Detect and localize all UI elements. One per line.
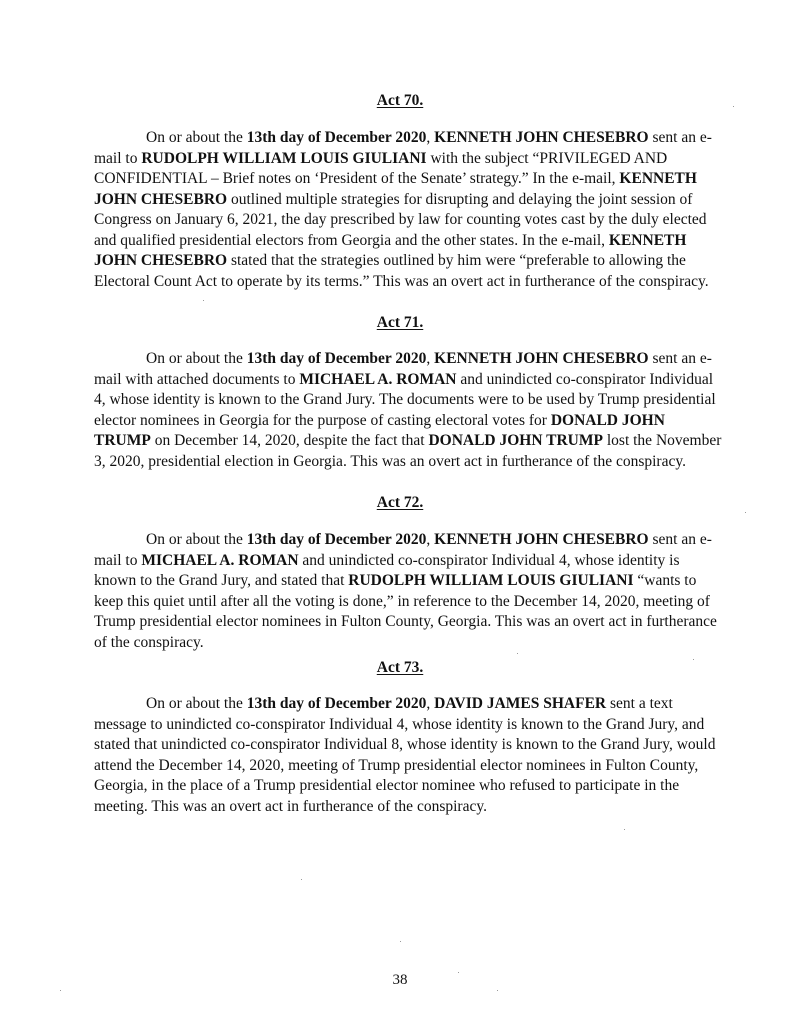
bold-text-run: KENNETH JOHN CHESEBRO <box>434 129 649 146</box>
bold-text-run: DONALD JOHN TRUMP <box>428 432 603 449</box>
page-number: 38 <box>392 972 408 988</box>
act-70-heading: Act 70. <box>376 92 424 109</box>
bold-text-run: KENNETH JOHN CHESEBRO <box>434 531 649 548</box>
text-run: sent an e-mail with attached documents to <box>94 350 712 388</box>
bold-text-run: KENNETH JOHN CHESEBRO <box>94 170 697 208</box>
text-run: On or about the <box>146 531 247 548</box>
scan-speck <box>517 653 518 654</box>
bold-text-run: KENNETH JOHN CHESEBRO <box>94 231 687 269</box>
act-70-paragraph <box>94 128 724 292</box>
bold-text-run: 13th day of December 2020 <box>246 695 427 712</box>
scan-speck <box>733 106 734 107</box>
scan-speck <box>624 829 625 830</box>
text-run: , <box>426 531 435 548</box>
text-run: and unindicted co-conspirator Individual 4, whose identity is known to the Grand Jury. The documents were to be used by Trump presidential elector nominees in Georgia for the purpose of casting electoral votes for <box>94 370 716 429</box>
text-run: and unindicted co-conspirator Individual 4, whose identity is known to the Grand Jury, and stated that <box>94 551 680 589</box>
text-run: sent a text message to unindicted co-conspirator Individual 4, whose identity is known to the Grand Jury, and stated that unindicted co-conspirator Individual 8, whose identity is known to the Grand Jury, would attend the December 14, 2020, meeting of Trump presidential elector nominees in Fulton County, Georgia, in the place of a Trump presidential elector nominee who refused to participate in the meeting. This was an overt act in furtherance of the conspiracy. <box>94 695 716 815</box>
text-run: with the subject “PRIVILEGED AND CONFIDENTIAL – Brief notes on ‘President of the Senate’ strategy.” In the e-mail, <box>94 149 668 187</box>
bold-text-run: MICHAEL A. ROMAN <box>299 370 457 388</box>
bold-text-run: 13th day of December 2020 <box>246 531 427 548</box>
text-run: sent an e-mail to <box>94 531 712 569</box>
text-run: On or about the <box>146 695 247 712</box>
scan-speck <box>60 990 61 991</box>
scan-speck <box>693 659 694 660</box>
bold-text-run: DAVID JAMES SHAFER <box>434 695 607 712</box>
act-73-heading: Act 73. <box>376 659 424 676</box>
text-run: outlined multiple strategies for disrupting and delaying the joint session of Congress on January 6, 2021, the day prescribed by law for counting votes cast by the duly elected and qualified presidential electors from Georgia and the other states. In the e-mail, <box>94 190 707 249</box>
text-run: “wants to keep this quiet until after all the voting is done,” in reference to the December 14, 2020, meeting of Trump presidential elector nominees in Fulton County, Georgia. This was an overt act in furtherance of the conspiracy. <box>94 572 717 651</box>
bold-text-run: DONALD JOHN TRUMP <box>94 411 665 449</box>
text-run: , <box>426 350 435 367</box>
bold-text-run: 13th day of December 2020 <box>246 129 427 146</box>
scan-speck <box>203 300 204 301</box>
text-run: sent an e-mail to <box>94 129 712 167</box>
act-72-heading: Act 72. <box>376 494 424 511</box>
act-71-paragraph <box>94 349 724 472</box>
text-run: stated that the strategies outlined by him were “preferable to allowing the Electoral Count Act to operate by its terms.” This was an overt act in furtherance of the conspiracy. <box>94 252 709 290</box>
text-run: , <box>426 695 435 712</box>
act-71-heading: Act 71. <box>376 314 424 331</box>
scan-speck <box>497 990 498 991</box>
text-run: on December 14, 2020, despite the fact that <box>150 432 429 449</box>
scan-speck <box>400 941 401 942</box>
bold-text-run: RUDOLPH WILLIAM LOUIS GIULIANI <box>348 572 634 589</box>
text-run: , <box>426 129 435 146</box>
bold-text-run: RUDOLPH WILLIAM LOUIS GIULIANI <box>141 149 427 167</box>
scan-speck <box>458 972 459 973</box>
scan-speck <box>301 879 302 880</box>
text-run: On or about the <box>146 129 247 146</box>
bold-text-run: KENNETH JOHN CHESEBRO <box>434 350 649 367</box>
act-72-paragraph <box>94 530 724 653</box>
text-run: On or about the <box>146 350 247 367</box>
act-73-paragraph <box>94 694 724 817</box>
bold-text-run: 13th day of December 2020 <box>246 350 427 367</box>
bold-text-run: MICHAEL A. ROMAN <box>141 551 299 569</box>
text-run: lost the November 3, 2020, presidential election in Georgia. This was an overt act in furtherance of the conspiracy. <box>94 432 722 470</box>
scan-speck <box>745 512 746 513</box>
